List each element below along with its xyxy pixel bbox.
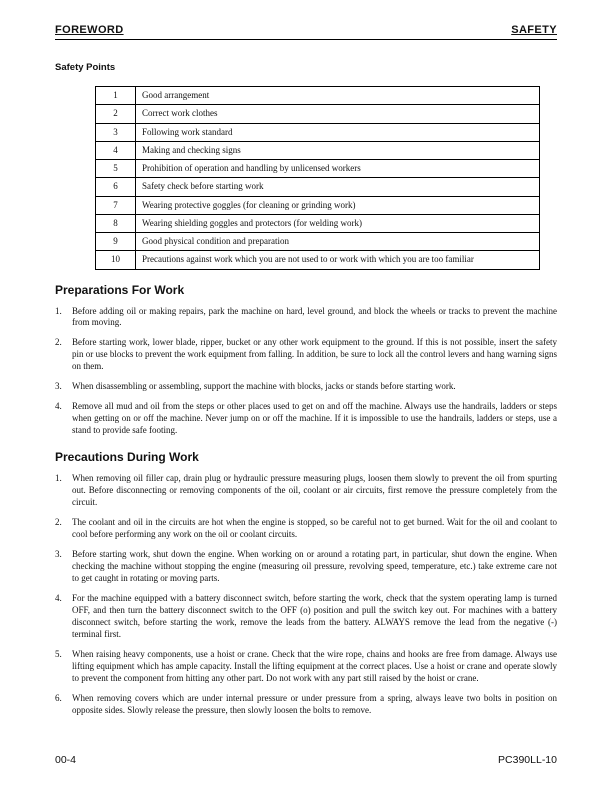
list-item	[55, 337, 557, 373]
table-row-text: Making and checking signs	[136, 141, 540, 159]
table-row-number: 3	[96, 123, 136, 141]
table-row-number: 8	[96, 214, 136, 232]
list-item-text: For the machine equipped with a battery disconnect switch, before starting the work, check that the system operating lamp is turned OFF, and then turn the battery disconnect switch to the OFF (o) position and pull the switch key out. For machines with a battery disconnect switch, before starting the work, remove the leads from the battery. ALWAYS remove the lead from the negative (-) terminal first.	[72, 592, 557, 639]
list-item-number: 2.	[55, 337, 62, 348]
table-row-number: 1	[96, 87, 136, 105]
list-item	[55, 401, 557, 437]
table-row-number: 4	[96, 141, 136, 159]
table-row-text: Correct work clothes	[136, 105, 540, 123]
list-item-text: Remove all mud and oil from the steps or other places used to get on and off the machine. Always use the handrails, ladders or steps when getting on or off the machine. Never jump on or off the machine. If it is impossible to use the handrails, ladders or steps, use a stand to provide safe footing.	[72, 401, 557, 436]
list-item-number: 4.	[55, 401, 62, 412]
table-row-number: 10	[96, 251, 136, 269]
table-row-number: 2	[96, 105, 136, 123]
list-item-text: Before starting work, lower blade, ripper, bucket or any other work equipment to the ground. If this is not possible, insert the safety pin or use blocks to prevent the work equipment from falling. In addition, be sure to lock all the control levers and hang warning signs on them.	[72, 337, 557, 372]
list-item-text: When removing covers which are under internal pressure or under pressure from a spring, always leave two bolts in position on opposite sides. Slowly release the pressure, then slowly loosen the bolts to remove.	[72, 692, 557, 715]
list-item	[55, 549, 557, 585]
list-item	[55, 649, 557, 685]
list-item-text: When removing oil filler cap, drain plug or hydraulic pressure measuring plugs, loosen them slowly to prevent the oil from spurting out. Before disconnecting or removing components of the oil, coolant or air circuits, first remove the pressure completely from the circuit.	[72, 473, 557, 508]
table-row-text: Safety check before starting work	[136, 178, 540, 196]
table-row	[96, 196, 540, 214]
list-item	[55, 306, 557, 330]
precautions-list	[55, 473, 557, 716]
footer-model-number: PC390LL-10	[498, 754, 557, 766]
list-item-number: 3.	[55, 549, 62, 560]
table-row	[96, 160, 540, 178]
header-foreword-label: FOREWORD	[55, 24, 124, 36]
list-item	[55, 693, 557, 717]
list-item	[55, 593, 557, 641]
table-row-number: 7	[96, 196, 136, 214]
table-row	[96, 178, 540, 196]
list-item-number: 1.	[55, 305, 62, 316]
list-item-number: 6.	[55, 692, 62, 703]
table-row	[96, 105, 540, 123]
page-header	[55, 24, 557, 40]
list-item	[55, 473, 557, 509]
table-row-text: Good physical condition and preparation	[136, 233, 540, 251]
list-item-number: 3.	[55, 381, 62, 392]
list-item-number: 1.	[55, 473, 62, 484]
table-row	[96, 141, 540, 159]
list-item	[55, 381, 557, 393]
section-title-preparations: Preparations For Work	[55, 282, 185, 297]
list-item-text: Before adding oil or making repairs, park the machine on hard, level ground, and block the wheels or tracks to prevent the machine from moving.	[72, 305, 557, 328]
table-row-number: 9	[96, 233, 136, 251]
list-item-number: 4.	[55, 592, 62, 603]
table-row-text: Precautions against work which you are not used to or work with which you are too familiar	[136, 251, 540, 269]
list-item-text: When raising heavy components, use a hoist or crane. Check that the wire rope, chains and hooks are free from damage. Always use lifting equipment which has ample capacity. Install the lifting equipment at the correct places. Use a hoist or crane and operate slowly to prevent the component from hitting any other part. Do not work with any part still raised by the hoist or crane.	[72, 648, 557, 683]
table-row	[96, 233, 540, 251]
list-item-number: 2.	[55, 517, 62, 528]
table-row-text: Wearing protective goggles (for cleaning or grinding work)	[136, 196, 540, 214]
footer-page-number: 00-4	[55, 754, 77, 766]
header-safety-label: SAFETY	[511, 24, 557, 36]
table-row	[96, 251, 540, 269]
list-item	[55, 517, 557, 541]
table-row-text: Prohibition of operation and handling by unlicensed workers	[136, 160, 540, 178]
safety-points-heading: Safety Points	[55, 62, 116, 73]
table-row	[96, 214, 540, 232]
page-footer	[55, 754, 557, 766]
list-item-text: When disassembling or assembling, support the machine with blocks, jacks or stands before starting work.	[72, 381, 456, 392]
table-row-number: 5	[96, 160, 136, 178]
safety-points-table	[95, 86, 540, 270]
table-row-text: Good arrangement	[136, 87, 540, 105]
section-title-precautions: Precautions During Work	[55, 450, 199, 465]
safety-points-table-body	[96, 87, 540, 270]
table-row	[96, 123, 540, 141]
list-item-text: The coolant and oil in the circuits are hot when the engine is stopped, so be careful not to get burned. Wait for the oil and coolant to cool before performing any work on the oil or coolant circuits.	[72, 517, 557, 540]
table-row-text: Wearing shielding goggles and protectors (for welding work)	[136, 214, 540, 232]
preparations-list	[55, 306, 557, 438]
table-row	[96, 87, 540, 105]
table-row-text: Following work standard	[136, 123, 540, 141]
list-item-text: Before starting work, shut down the engine. When working on or around a rotating part, in particular, shut down the engine. When checking the machine without stopping the engine (measuring oil pressure, revolving speed, temperature, etc.) take extreme care not to get caught in rotating or moving parts.	[72, 549, 557, 583]
list-item-number: 5.	[55, 648, 62, 659]
table-row-number: 6	[96, 178, 136, 196]
